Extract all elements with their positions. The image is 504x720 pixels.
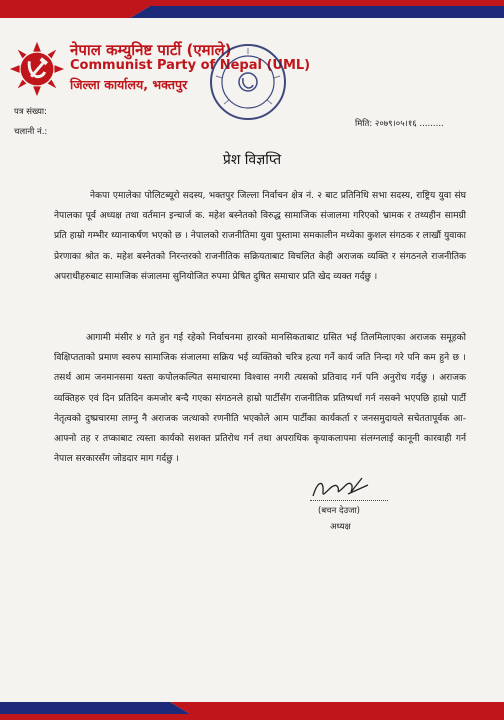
dispatch-number-label: चलानी नं.: [14,127,48,137]
top-color-stripe [0,0,504,22]
handwritten-signature [310,474,372,502]
signatory-name: (बचन देउजा) [318,506,360,516]
bottom-color-stripe [0,696,504,720]
party-logo-icon [8,40,66,98]
signature-line [310,500,388,501]
date-field [355,118,444,129]
body-paragraph-1: नेकपा एमालेका पोलिटब्यूरो सदस्य, भक्तपुर जिल्ला निर्वाचन क्षेत्र नं. २ बाट प्रतिनिधि सभा सदस्य, राष्ट्रिय युवा संघ नेपालका पूर्व अध्यक्ष तथा वर्तमान इन्चार्ज क. महेश बस्नेतको विरुद्ध सामाजिक संजालमा गरिएको भ्रामक र तथ्यहीन सामग्री प्रति हाम्रो गम्भीर ध्यानाकर्षण भएको छ । नेपालको राजनीतिमा युवा पुस्तामा समकालीन मध्येका कुशल संगठक र लाखौं युवाका प्रेरणाका श्रोत क. महेश बस्नेतको निरन्तरको राजनीतिक सक्रियताबाट विचलित केही अराजक व्यक्ति र संगठनले राजनीतिक अपराधीहरुबाट सामाजिक संजालमा सुनियोजित रुपमा प्रेषित दुषित समाचार प्रति खेद व्यक्त गर्दछु । [54,191,466,282]
office-name: जिल्ला कार्यालय, भक्तपुर [70,77,188,92]
reference-number-label: पत्र संख्या: [14,107,47,117]
party-name-nepali: नेपाल कम्युनिष्ट पार्टी (एमाले) [70,41,232,59]
office-seal-stamp [208,42,288,122]
document-title: प्रेश विज्ञप्ति [222,152,282,168]
date-dotted-line: ......... [419,119,444,129]
signatory-role: अध्यक्ष [330,522,351,532]
party-name-english: Communist Party of Nepal (UML) [70,58,311,73]
date-value: २०७९।०५।१६ [374,119,417,129]
date-label: मिति: [355,119,373,129]
body-paragraph-2: आगामी मंसीर ४ गते हुन गई रहेको निर्वाचनमा हारको मानसिकताबाट ग्रसित भई तिलमिलाएका अराजक समूहको विक्षिप्तताको प्रमाण स्वरुप सामाजिक संजालमा सक्रिय भई व्यक्तिको चरित्र हत्या गर्ने कार्य जति निन्दा गरे पनि कम हुने छ । तसर्थ आम जनमानसमा यस्ता कपोलकल्पित समाचारमा विश्वास नगरी त्यसको प्रतिवाद गर्न पनि अनुरोध गर्दछु । अराजक व्यक्तिहरु एवं दिन प्रतिदिन कमजोर बन्दै गएका संगठनले हाम्रो पार्टीसँग राजनीतिक प्रतिष्पर्धा गर्न नसक्ने भएपछि हाम्रो पार्टी नेतृत्वको दुष्प्रचारमा लाग्नु नै अराजक जत्थाको रणनीति भएकोले आम पार्टीका कार्यकर्ता र जनसमुदायले सचेततापूर्वक आ-आफ्नो तह र तप्काबाट त्यस्ता कार्यको सशक्त प्रतिरोध गर्न तथा अपराधिक कृयाकलापमा संलग्नलाई कानूनी कारवाही गर्न नेपाल सरकारसँग जोडदार माग गर्दछु । [54,333,466,465]
